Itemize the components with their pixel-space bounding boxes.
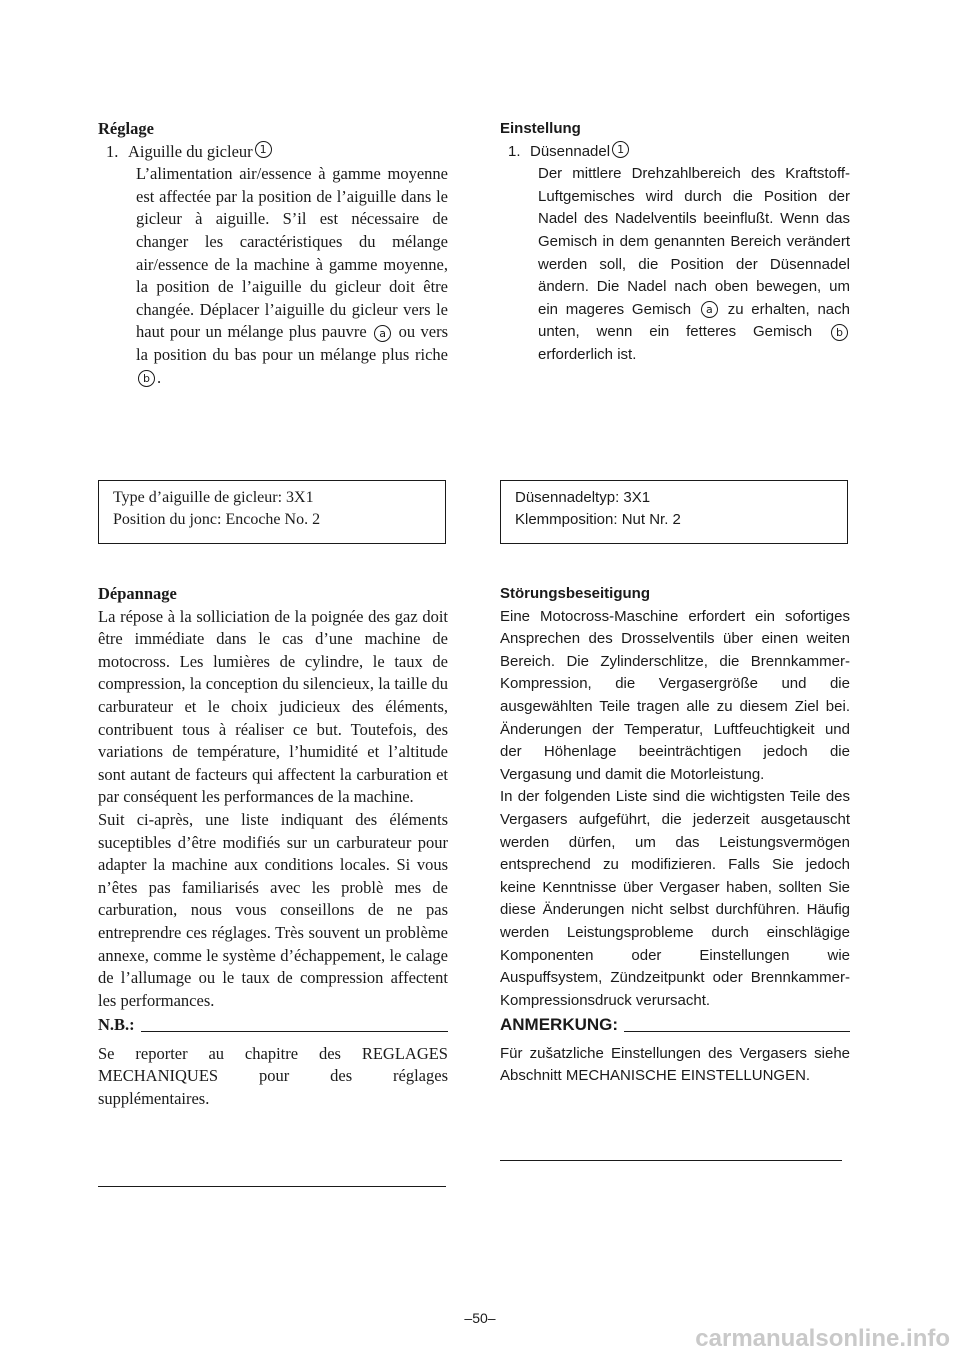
callout-a-icon: a xyxy=(374,325,391,342)
page-number: –50– xyxy=(464,1310,496,1326)
fr-note-text: Se reporter au chapitre des REGLAGES MECHANIQUES pour des réglages supplémentaires. xyxy=(98,1043,448,1109)
fr-item-1 xyxy=(106,141,448,390)
de-note-label: ANMERKUNG: xyxy=(500,1015,619,1035)
fr-end-divider xyxy=(98,1186,446,1187)
fr-paragraph-1: La répose à la solliciation de la poignée des gaz doit être immédiate dans le cas d’une machine de motocross. Les lumières de cylindre, le taux de compression, la conception du silencieux, la taille du carburateur et le choix judicieux des éléments, contribuent tous à réaliser ce but. Toutefois, des variations de température, l’humidité et l’altitude sont autant de facteurs qui affectent la carburation et par conséquent les performances de la machine. xyxy=(98,606,448,807)
fr-section-heading-reglage: Réglage xyxy=(98,119,154,138)
french-column-bottom xyxy=(98,583,448,1111)
de-section-heading-einstellung: Einstellung xyxy=(500,120,581,137)
de-note-header xyxy=(500,1014,850,1037)
de-end-divider xyxy=(500,1160,842,1161)
fr-paragraph-2: Suit ci-après, une liste indiquant des éléments suceptibles d’être modifiés sur un carburateur pour adapter la machine aux conditions locales. Si vous n’êtes pas familiarisés avec les problè mes de carburation, nous vous conseillons de ne pas entreprendre ces réglages. Très souvent un problème annexe, comme le système d’échappement, le calage de l’allumage ou le taux de compression affectent les performances. xyxy=(98,809,448,1010)
de-item-number: 1. xyxy=(508,142,521,160)
divider xyxy=(624,1031,850,1032)
callout-a-icon: a xyxy=(701,301,718,318)
de-spec-clip-position: Klemmposition: Nut Nr. 2 xyxy=(515,511,681,528)
german-column-bottom xyxy=(500,583,850,1088)
fr-spec-needle-type: Type d’aiguille de gicleur: 3X1 xyxy=(113,489,314,506)
de-item-1 xyxy=(508,141,850,367)
de-item-title: Düsennadel xyxy=(530,142,611,160)
callout-1-icon: 1 xyxy=(255,141,272,158)
fr-spec-box xyxy=(98,480,446,544)
de-section-heading-stoerungsbeseitigung: Störungsbeseitigung xyxy=(500,585,650,602)
de-paragraph-2: In der folgenden Liste sind die wichtigsten Teile des Vergasers aufgeführt, die jederzeit ausgetauscht werden dürfen, um das Leistungsvermögen entsprechend zu modifizieren. Falls Sie jedoch keine Kenntnisse über Vergaser haben, sollten Sie diese Änderungen nicht selbst durchführen. Häufig werden Leistungsprobleme durch einschlägige Komponenten oder Einstellungen wie Auspuffsystem, Zündzeitpunkt oder Brennkammer-Kompressionsdruck verursacht. xyxy=(500,788,850,1009)
de-spec-box xyxy=(500,480,848,544)
fr-item-body: L’alimentation air/essence à gamme moyenne est affectée par la position de l’aiguille dans le gicleur à aiguille. S’il est nécessaire de changer les caractéristiques du mélange air/essence de la machine à gamme moyenne, la position de l’aiguille du gicleur doit être changée. Déplacer l’aiguille du gicleur vers le haut pour un mélange plus pauvre a ou vers la position du bas pour un mélange plus riche b . xyxy=(136,164,448,387)
german-column-top xyxy=(500,118,850,367)
fr-item-number: 1. xyxy=(106,141,119,161)
de-paragraph-1: Eine Motocross-Maschine erfordert ein sofortiges Ansprechen des Drosselventils über einen weiten Bereich. Die Zylinderschlitze, die Brennkammer-Kompression, die Vergasergröße und die ausgewählten Teile tragen alle zu diesem Ziel bei. Änderungen der Temperatur, Luftfeuchtigkeit und der Höhenlage beeinträchtigen jedoch die Vergasung und damit die Motorleistung. xyxy=(500,607,850,783)
callout-b-icon: b xyxy=(831,324,848,341)
de-note-text: Für zušatzliche Einstellungen des Vergasers siehe Abschnitt MECHANISCHE EINSTELLUNGEN. xyxy=(500,1044,850,1085)
fr-section-heading-depannage: Dépannage xyxy=(98,584,177,603)
fr-note-header xyxy=(98,1014,448,1037)
de-spec-needle-type: Düsennadeltyp: 3X1 xyxy=(515,489,651,506)
divider xyxy=(141,1031,448,1032)
callout-1-icon: 1 xyxy=(612,141,629,158)
fr-note-label: N.B.: xyxy=(98,1015,135,1035)
watermark: carmanualsonline.info xyxy=(695,1325,950,1352)
fr-item-title: Aiguille du gicleur xyxy=(128,141,253,161)
fr-spec-clip-position: Position du jonc: Encoche No. 2 xyxy=(113,511,321,528)
de-item-body: Der mittlere Drehzahlbereich des Kraftstoff-Luftgemisches wird durch die Position der Nadel des Nadelventils beeinflußt. Wenn das Gemisch in dem genannten Bereich verändert werden soll, die Position der Düsennadel ändern. Die Nadel nach oben bewegen, um ein mageres Gemisch a zu erhalten, nach unten, wenn ein fetteres Gemisch b erforderlich ist. xyxy=(538,165,850,363)
callout-b-icon: b xyxy=(138,370,155,387)
french-column-top xyxy=(98,118,448,389)
